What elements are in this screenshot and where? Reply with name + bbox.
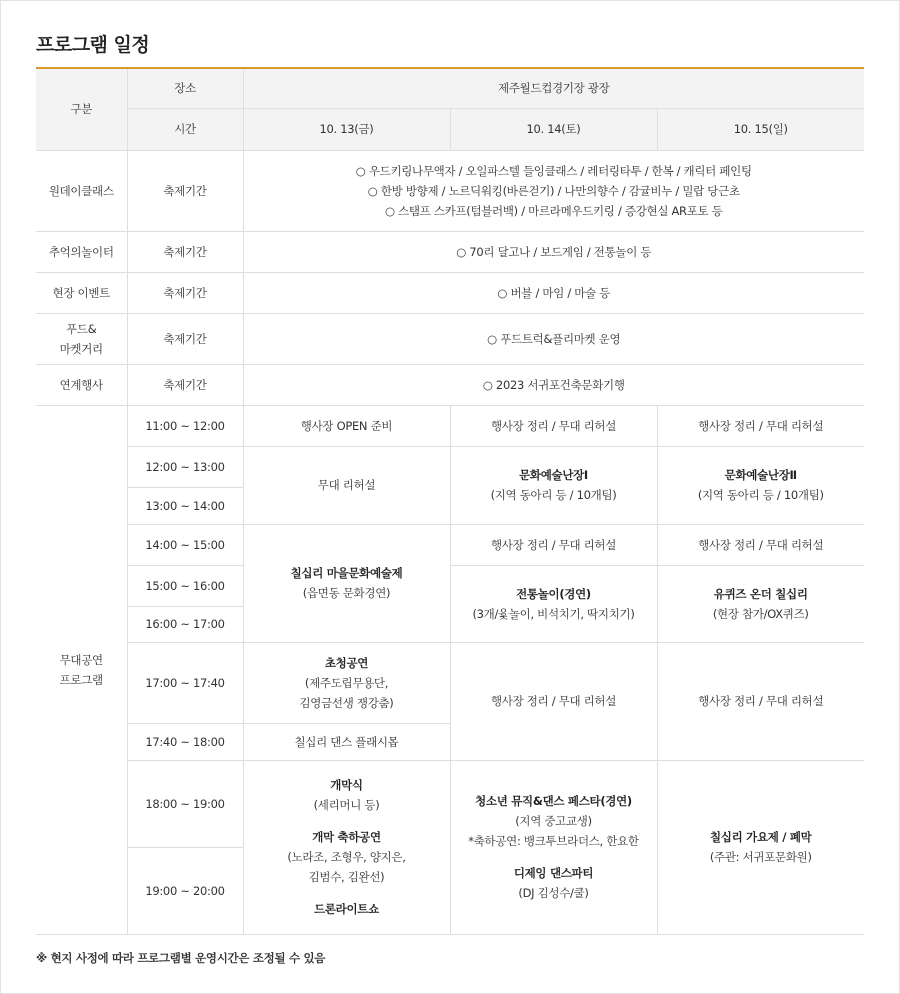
program-detail <box>243 150 864 231</box>
day1-evening <box>243 760 450 934</box>
day2-arts <box>450 446 657 524</box>
day1-celebration-sub: (노라조, 조형우, 양지은, <box>287 850 406 864</box>
program-detail-line: ○ 70리 달고나 / 보드게임 / 전통놀이 등 <box>243 231 864 272</box>
stage-label <box>36 405 127 934</box>
time-slot: 15:00 ~ 16:00 <box>127 565 243 606</box>
day1-invite <box>243 642 450 723</box>
day1-rehearsal: 무대 리허설 <box>243 446 450 524</box>
day3-arts-sub: (지역 동아리 등 / 10개팀) <box>697 488 824 502</box>
header-category: 구분 <box>36 68 127 150</box>
program-name: 연계행사 <box>36 364 127 405</box>
program-name: 추억의놀이터 <box>36 231 127 272</box>
header-place: 제주월드컵경기장 광장 <box>243 68 864 108</box>
day2-prep: 행사장 정리 / 무대 리허설 <box>450 642 657 760</box>
day3-arts-title: 문화예술난장Ⅱ <box>724 468 797 482</box>
day3-evening <box>657 760 864 934</box>
program-detail-line: ○ 푸드트럭&플리마켓 운영 <box>243 313 864 364</box>
spacer <box>248 815 446 827</box>
table-row <box>36 150 864 231</box>
day1-celebration-sub: 김범수, 김완선) <box>308 870 385 884</box>
day2-evening <box>450 760 657 934</box>
day2-youth-guest: *축하공연: 뱅크투브라더스, 한요한 <box>468 834 639 848</box>
table-row <box>36 313 864 364</box>
program-period: 축제기간 <box>127 364 243 405</box>
day1-opening-sub: (세리머니 등) <box>313 798 380 812</box>
day1-invite-title: 초청공연 <box>324 655 369 670</box>
time-slot: 14:00 ~ 15:00 <box>127 524 243 565</box>
program-name: 원데이클래스 <box>36 150 127 231</box>
footnote: ※ 현지 사정에 따라 프로그램별 운영시간은 조정될 수 있음 <box>36 951 326 965</box>
day3-quiz <box>657 565 864 642</box>
schedule-table <box>36 67 864 935</box>
header-place-label: 장소 <box>127 68 243 108</box>
day2-dj-sub: (DJ 김성수/쿨) <box>518 886 589 900</box>
day1-celebration-title: 개막 축하공연 <box>312 830 381 844</box>
table-row <box>36 524 864 565</box>
program-period: 축제기간 <box>127 313 243 364</box>
day3-prep: 행사장 정리 / 무대 리허설 <box>657 642 864 760</box>
day3-festival-sub: (주관: 서귀포문화원) <box>709 850 812 864</box>
day1-invite-sub: (제주도립무용단, <box>304 675 389 690</box>
day1-invite-sub: 김영금선생 쟁강춤) <box>299 695 394 710</box>
time-slot: 18:00 ~ 19:00 <box>127 760 243 847</box>
time-slot: 16:00 ~ 17:00 <box>127 606 243 642</box>
day3-festival-title: 칠십리 가요제 / 폐막 <box>710 830 812 844</box>
program-detail-line: ○ 한방 방향제 / 노르딕워킹(바른걷기) / 나만의향수 / 감귤비누 / 밀랍 당근초 <box>367 183 740 198</box>
program-name-line: 마켓거리 <box>59 341 103 356</box>
day1-drone: 드론라이트쇼 <box>314 902 379 916</box>
day1-opening-title: 개막식 <box>330 778 363 792</box>
time-slot: 11:00 ~ 12:00 <box>127 405 243 446</box>
day1-open: 행사장 OPEN 준비 <box>243 405 450 446</box>
day3-quiz-sub: (현장 참가/OX퀴즈) <box>712 606 809 621</box>
day2-youth-sub: (지역 중고교생) <box>515 814 592 828</box>
table-row <box>36 446 864 487</box>
day2-prep: 행사장 정리 / 무대 리허설 <box>450 524 657 565</box>
day1-village <box>243 524 450 642</box>
table-row <box>36 405 864 446</box>
day1-village-title: 칠십리 마을문화예술제 <box>290 566 403 580</box>
stage-label-line: 프로그램 <box>59 672 103 687</box>
program-name <box>36 313 127 364</box>
table-row <box>36 760 864 847</box>
day2-prep: 행사장 정리 / 무대 리허설 <box>450 405 657 446</box>
stage-label-line: 무대공연 <box>59 652 103 667</box>
day2-arts-title: 문화예술난장Ⅰ <box>519 468 588 482</box>
program-name-line: 푸드& <box>66 321 97 336</box>
program-name: 현장 이벤트 <box>36 272 127 313</box>
table-row <box>36 642 864 723</box>
day2-traditional-title: 전통놀이(경연) <box>516 586 591 601</box>
header-date-1: 10. 13(금) <box>243 108 450 150</box>
day3-arts <box>657 446 864 524</box>
day2-dj-title: 디제잉 댄스파티 <box>513 866 594 880</box>
table-row <box>36 231 864 272</box>
table-row <box>36 565 864 606</box>
time-slot: 17:40 ~ 18:00 <box>127 723 243 760</box>
day1-village-sub: (읍면동 문화경연) <box>302 586 391 600</box>
time-slot: 19:00 ~ 20:00 <box>127 847 243 934</box>
time-slot: 13:00 ~ 14:00 <box>127 487 243 524</box>
program-detail-line: ○ 버블 / 마임 / 마술 등 <box>243 272 864 313</box>
day2-traditional-sub: (3개/윷놀이, 비석치기, 딱지치기) <box>472 606 635 621</box>
day1-dance: 칠십리 댄스 플래시몹 <box>243 723 450 760</box>
day3-quiz-title: 유퀴즈 온더 칠십리 <box>713 586 808 601</box>
table-row <box>36 272 864 313</box>
day2-traditional <box>450 565 657 642</box>
day3-prep: 행사장 정리 / 무대 리허설 <box>657 524 864 565</box>
header-time-label: 시간 <box>127 108 243 150</box>
table-row <box>36 364 864 405</box>
time-slot: 17:00 ~ 17:40 <box>127 642 243 723</box>
spacer <box>455 851 653 863</box>
day2-arts-sub: (지역 동아리 등 / 10개팀) <box>490 488 617 502</box>
spacer <box>248 887 446 899</box>
header-date-3: 10. 15(일) <box>657 108 864 150</box>
page-title: 프로그램 일정 <box>36 34 150 56</box>
time-slot: 12:00 ~ 13:00 <box>127 446 243 487</box>
day2-youth-title: 청소년 뮤직&댄스 페스타(경연) <box>475 794 632 808</box>
program-detail-line: ○ 스탬프 스카프(텀블러백) / 마르라메우드키링 / 증강현실 AR포토 등 <box>384 203 723 218</box>
header-date-2: 10. 14(토) <box>450 108 657 150</box>
program-detail-line: ○ 2023 서귀포건축문화기행 <box>243 364 864 405</box>
program-period: 축제기간 <box>127 150 243 231</box>
program-period: 축제기간 <box>127 272 243 313</box>
program-detail-line: ○ 우드키링나무액자 / 오일파스텔 들잉클래스 / 레터링타투 / 한복 / 캐릭터 페인팅 <box>355 163 752 178</box>
program-period: 축제기간 <box>127 231 243 272</box>
day3-prep: 행사장 정리 / 무대 리허설 <box>657 405 864 446</box>
